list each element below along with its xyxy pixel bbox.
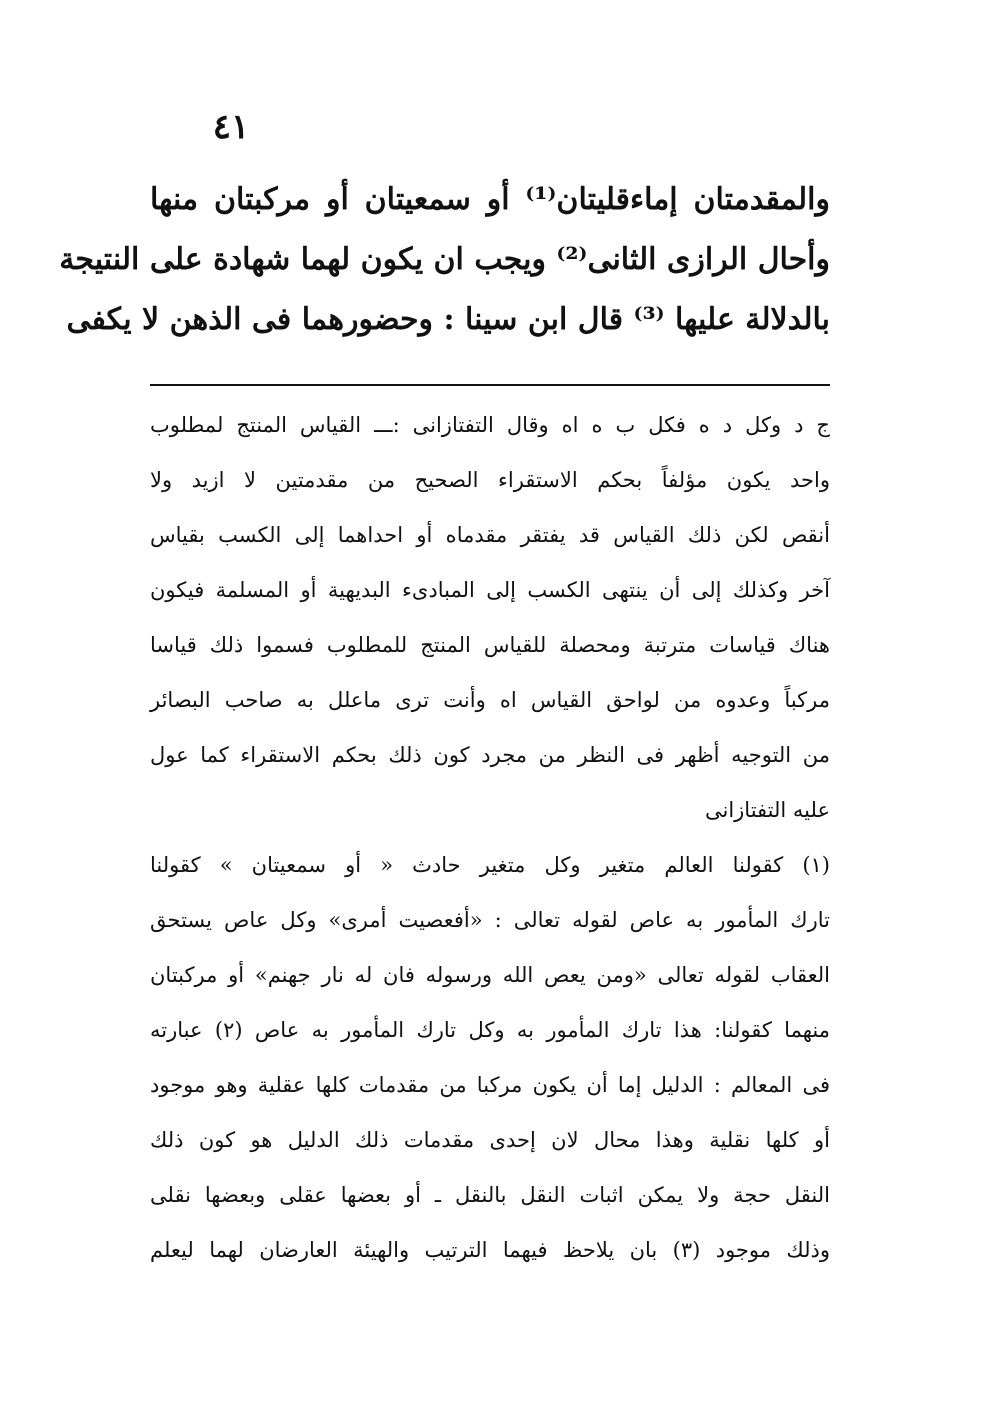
commentary-line: آخر وكذلك إلى أن ينتهى الكسب إلى المبادىء البديهية أو المسلمة فيكون	[150, 578, 830, 602]
main-text-line: وأحال الرازى الثانى⁽²⁾ ويجب ان يكون لهما شهادة على النتيجة	[59, 242, 830, 277]
footnote-line: فى المعالم : الدليل إما أن يكون مركبا من مقدمات كلها عقلية وهو موجود	[150, 1073, 830, 1097]
commentary-block	[150, 398, 830, 838]
main-text-block	[59, 170, 830, 350]
commentary-line: مركباً وعدوه من لواحق القياس اه وأنت ترى ماعلل به صاحب البصائر	[150, 688, 830, 712]
footnote-line: النقل حجة ولا يمكن اثبات النقل بالنقل ـ أو بعضها عقلى وبعضها نقلى	[150, 1183, 830, 1207]
commentary-line: هناك قياسات مترتبة ومحصلة للقياس المنتج للمطلوب فسموا ذلك قياسا	[150, 633, 830, 657]
main-text-line: بالدلالة عليها ⁽³⁾ قال ابن سينا : وحضورهما فى الذهن لا يكفى	[66, 302, 830, 337]
commentary-line: عليه التفتازانى	[704, 798, 830, 822]
footnote-line: منهما كقولنا: هذا تارك المأمور به وكل تارك المأمور به عاص (٢) عبارته	[150, 1018, 830, 1042]
commentary-line: ج د وكل د ه فكل ب ه اه وقال التفتازانى :ـــ القياس المنتج لمطلوب	[150, 413, 830, 437]
commentary-line: واحد يكون مؤلفاً بحكم الاستقراء الصحيح من مقدمتين لا ازيد ولا	[150, 468, 830, 492]
footnote-line: العقاب لقوله تعالى «ومن يعص الله ورسوله فان له نار جهنم» أو مركبتان	[150, 963, 830, 987]
footnote-line: (١) كقولنا العالم متغير وكل متغير حادث « أو سمعيتان » كقولنا	[150, 853, 830, 877]
footnote-line: تارك المأمور به عاص لقوله تعالى : «أفعصيت أمرى» وكل عاص يستحق	[150, 908, 830, 932]
footnote-line: وذلك موجود (٣) بان يلاحظ فيهما الترتيب والهيئة العارضان لهما ليعلم	[150, 1238, 830, 1262]
footnote-line: أو كلها نقلية وهذا محال لان إحدى مقدمات ذلك الدليل هو كون ذلك	[150, 1128, 830, 1152]
page-number: ٤١	[212, 107, 250, 147]
separator-rule	[150, 384, 830, 386]
main-text-line: والمقدمتان إماءقليتان⁽¹⁾ أو سمعيتان أو مركبتان منها	[150, 182, 830, 217]
commentary-line: أنقص لكن ذلك القياس قد يفتقر مقدماه أو احداهما إلى الكسب بقياس	[150, 523, 830, 547]
footnotes-block	[150, 838, 830, 1278]
commentary-line: من التوجيه أظهر فى النظر من مجرد كون ذلك بحكم الاستقراء كما عول	[150, 743, 830, 767]
